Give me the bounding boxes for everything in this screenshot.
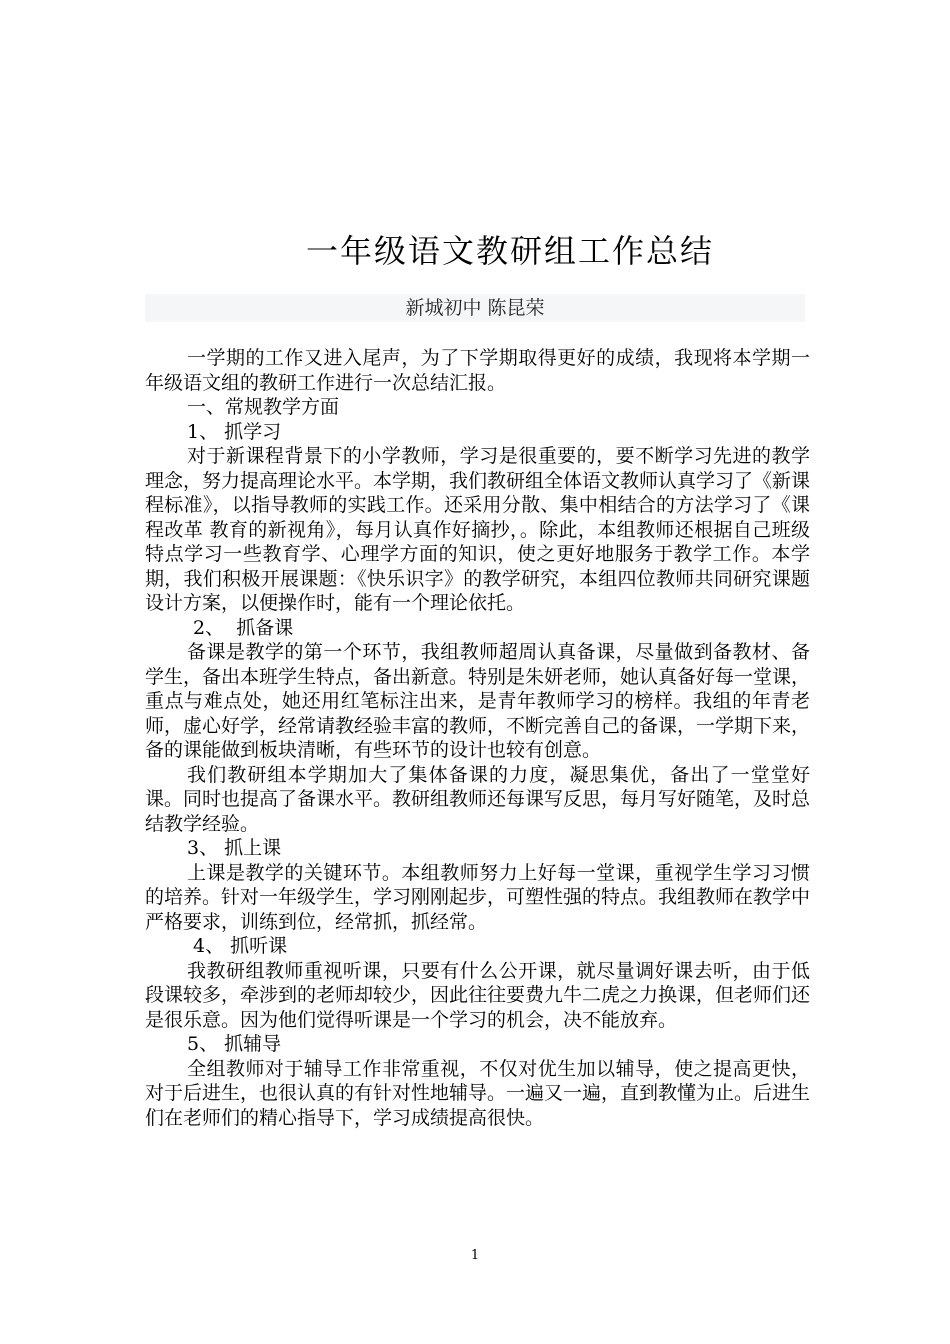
document-body: [145, 346, 810, 1130]
page-number: 1: [470, 1248, 480, 1263]
section-heading: 一、常规教学方面: [187, 396, 340, 418]
document-title: 一年级语文教研组工作总结: [305, 232, 714, 270]
subsection-heading: 4、 抓听课: [187, 935, 288, 957]
subsection-heading: 1、 抓学习: [187, 420, 282, 443]
paragraph: 我教研组教师重视听课，只要有什么公开课，就尽量调好课去听，由于低段课较多，牵涉到的老师却较少，因此往往要费九牛二虎之力换课，但老师们还是很乐意。因为他们觉得听课是一个学习的机会，决不能放弃。: [145, 959, 811, 1031]
paragraph: 我们教研组本学期加大了集体备课的力度，凝思集优，备出了一堂堂好课。同时也提高了备课水平。教研组教师还每课写反思，每月写好随笔，及时总结教学经验。: [145, 763, 811, 835]
paragraph: 备课是教学的第一个环节，我组教师超周认真备课，尽量做到备教材、备学生，备出本班学生特点，备出新意。特别是朱妍老师，她认真备好每一堂课，重点与难点处，她还用红笔标注出来，是青年教师学习的榜样。我组的年青老师，虚心好学，经常请教经验丰富的教师，不断完善自己的备课，一学期下来，备的课能做到板块清晰，有些环节的设计也较有创意。: [145, 641, 811, 761]
subsection-heading: 3、 抓上课: [187, 837, 282, 859]
subsection-heading: 5、 抓辅导: [187, 1033, 282, 1055]
paragraph: 全组教师对于辅导工作非常重视，不仅对优生加以辅导，使之提高更快，对于后进生，也很认真的有针对性地辅导。一遍又一遍，直到教懂为止。后进生们在老师们的精心指导下，学习成绩提高很快。: [145, 1057, 811, 1129]
subsection-heading: 2、 抓备课: [187, 616, 294, 639]
paragraph: 上课是教学的关键环节。本组教师努力上好每一堂课，重视学生学习习惯的培养。针对一年级学生，学习刚刚起步，可塑性强的特点。我组教师在教学中严格要求，训练到位，经常抓，抓经常。: [145, 861, 811, 933]
author-byline: 新城初中 陈昆荣: [145, 294, 805, 322]
paragraph: 一学期的工作又进入尾声，为了下学期取得更好的成绩，我现将本学期一年级语文组的教研工作进行一次总结汇报。: [145, 347, 810, 394]
paragraph: 对于新课程背景下的小学教师，学习是很重要的，要不断学习先进的教学理念，努力提高理论水平。本学期，我们教研组全体语文教师认真学习了《新课程标准》，以指导教师的实践工作。还采用分散、集中相结合的方法学习了《课程改革 教育的新视角》，每月认真作好摘抄，。除此，本组教师还根据自己班级特点学习一些教育学、心理学方面的知识，使之更好地服务于教学工作。本学期，我们积极开展课题：《快乐识字》的教学研究，本组四位教师共同研究课题设计方案，以便操作时，能有一个理论依托。: [145, 445, 811, 614]
